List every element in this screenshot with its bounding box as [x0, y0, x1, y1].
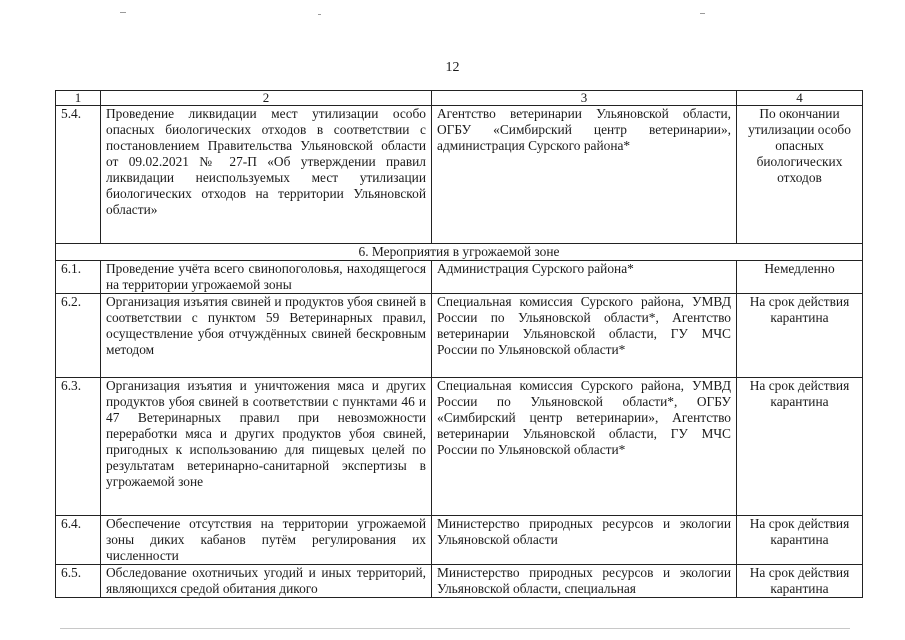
- row-responsible: Специальная комиссия Сурского района, УМВД России по Ульяновской области*, ОГБУ «Симбирский центр ветеринарии», Агентство ветеринарии Ульяновской области, ГУ МЧС России по Ульяновской области*: [432, 378, 737, 516]
- row-number: 6.2.: [56, 294, 101, 378]
- row-deadline: На срок действия карантина: [737, 565, 863, 598]
- page-number: 12: [445, 60, 460, 75]
- table-row: [56, 565, 863, 598]
- header-cell-2: 2: [101, 91, 432, 106]
- row-action: Проведение учёта всего свинопоголовья, находящегося на территории угрожаемой зоны: [101, 261, 432, 294]
- row-deadline: Немедленно: [737, 261, 863, 294]
- row-action: Обеспечение отсутствия на территории угрожаемой зоны диких кабанов путём регулирования их численности: [101, 516, 432, 565]
- row-responsible: Агентство ветеринарии Ульяновской области, ОГБУ «Симбирский центр ветеринарии», администрация Сурского района*: [432, 106, 737, 244]
- row-deadline: По окончании утилизации особо опасных биологических отходов: [737, 106, 863, 244]
- row-action: Организация изъятия свиней и продуктов убоя свиней в соответствии с пунктом 59 Ветеринарных правил, осуществление убоя отчуждённых свиней бескровным методом: [101, 294, 432, 378]
- section-heading-row: [56, 244, 863, 261]
- row-responsible: Министерство природных ресурсов и экологии Ульяновской области, специальная: [432, 565, 737, 598]
- scan-speck: [120, 12, 126, 13]
- row-action: Проведение ликвидации мест утилизации особо опасных биологических отходов в соответствии с постановлением Правительства Ульяновской области от 09.02.2021 № 27-П «Об утверждении правил ликвидации неиспользуемых мест утилизации биологических отходов на территории Ульяновской области»: [101, 106, 432, 244]
- row-action: Организация изъятия и уничтожения мяса и других продуктов убоя свиней в соответствии с пунктами 46 и 47 Ветеринарных правил при невозможности переработки мяса и других продуктов убоя свиней, пригодных к использованию для пищевых целей по результатам ветеринарно-санитарной экспертизы в угрожаемой зоне: [101, 378, 432, 516]
- row-action: Обследование охотничьих угодий и иных территорий, являющихся средой обитания дикого: [101, 565, 432, 598]
- row-number: 6.4.: [56, 516, 101, 565]
- scan-speck: [60, 628, 850, 629]
- row-deadline: На срок действия карантина: [737, 294, 863, 378]
- row-number: 5.4.: [56, 106, 101, 244]
- row-deadline: На срок действия карантина: [737, 378, 863, 516]
- row-responsible: Администрация Сурского района*: [432, 261, 737, 294]
- scan-speck: [700, 13, 705, 14]
- row-number: 6.5.: [56, 565, 101, 598]
- row-responsible: Специальная комиссия Сурского района, УМВД России по Ульяновской области*, Агентство ветеринарии Ульяновской области, ГУ МЧС России по Ульяновской области*: [432, 294, 737, 378]
- table-header-row: [56, 91, 863, 106]
- row-number: 6.3.: [56, 378, 101, 516]
- table-row: [56, 261, 863, 294]
- section-heading: 6. Мероприятия в угрожаемой зоне: [56, 244, 863, 261]
- header-cell-3: 3: [432, 91, 737, 106]
- measures-table: [55, 90, 863, 598]
- row-number: 6.1.: [56, 261, 101, 294]
- table-row: [56, 294, 863, 378]
- row-responsible: Министерство природных ресурсов и экологии Ульяновской области: [432, 516, 737, 565]
- table-row: [56, 516, 863, 565]
- row-deadline: На срок действия карантина: [737, 516, 863, 565]
- table-row: [56, 378, 863, 516]
- scan-speck: [318, 14, 321, 15]
- header-cell-1: 1: [56, 91, 101, 106]
- table-row: [56, 106, 863, 244]
- header-cell-4: 4: [737, 91, 863, 106]
